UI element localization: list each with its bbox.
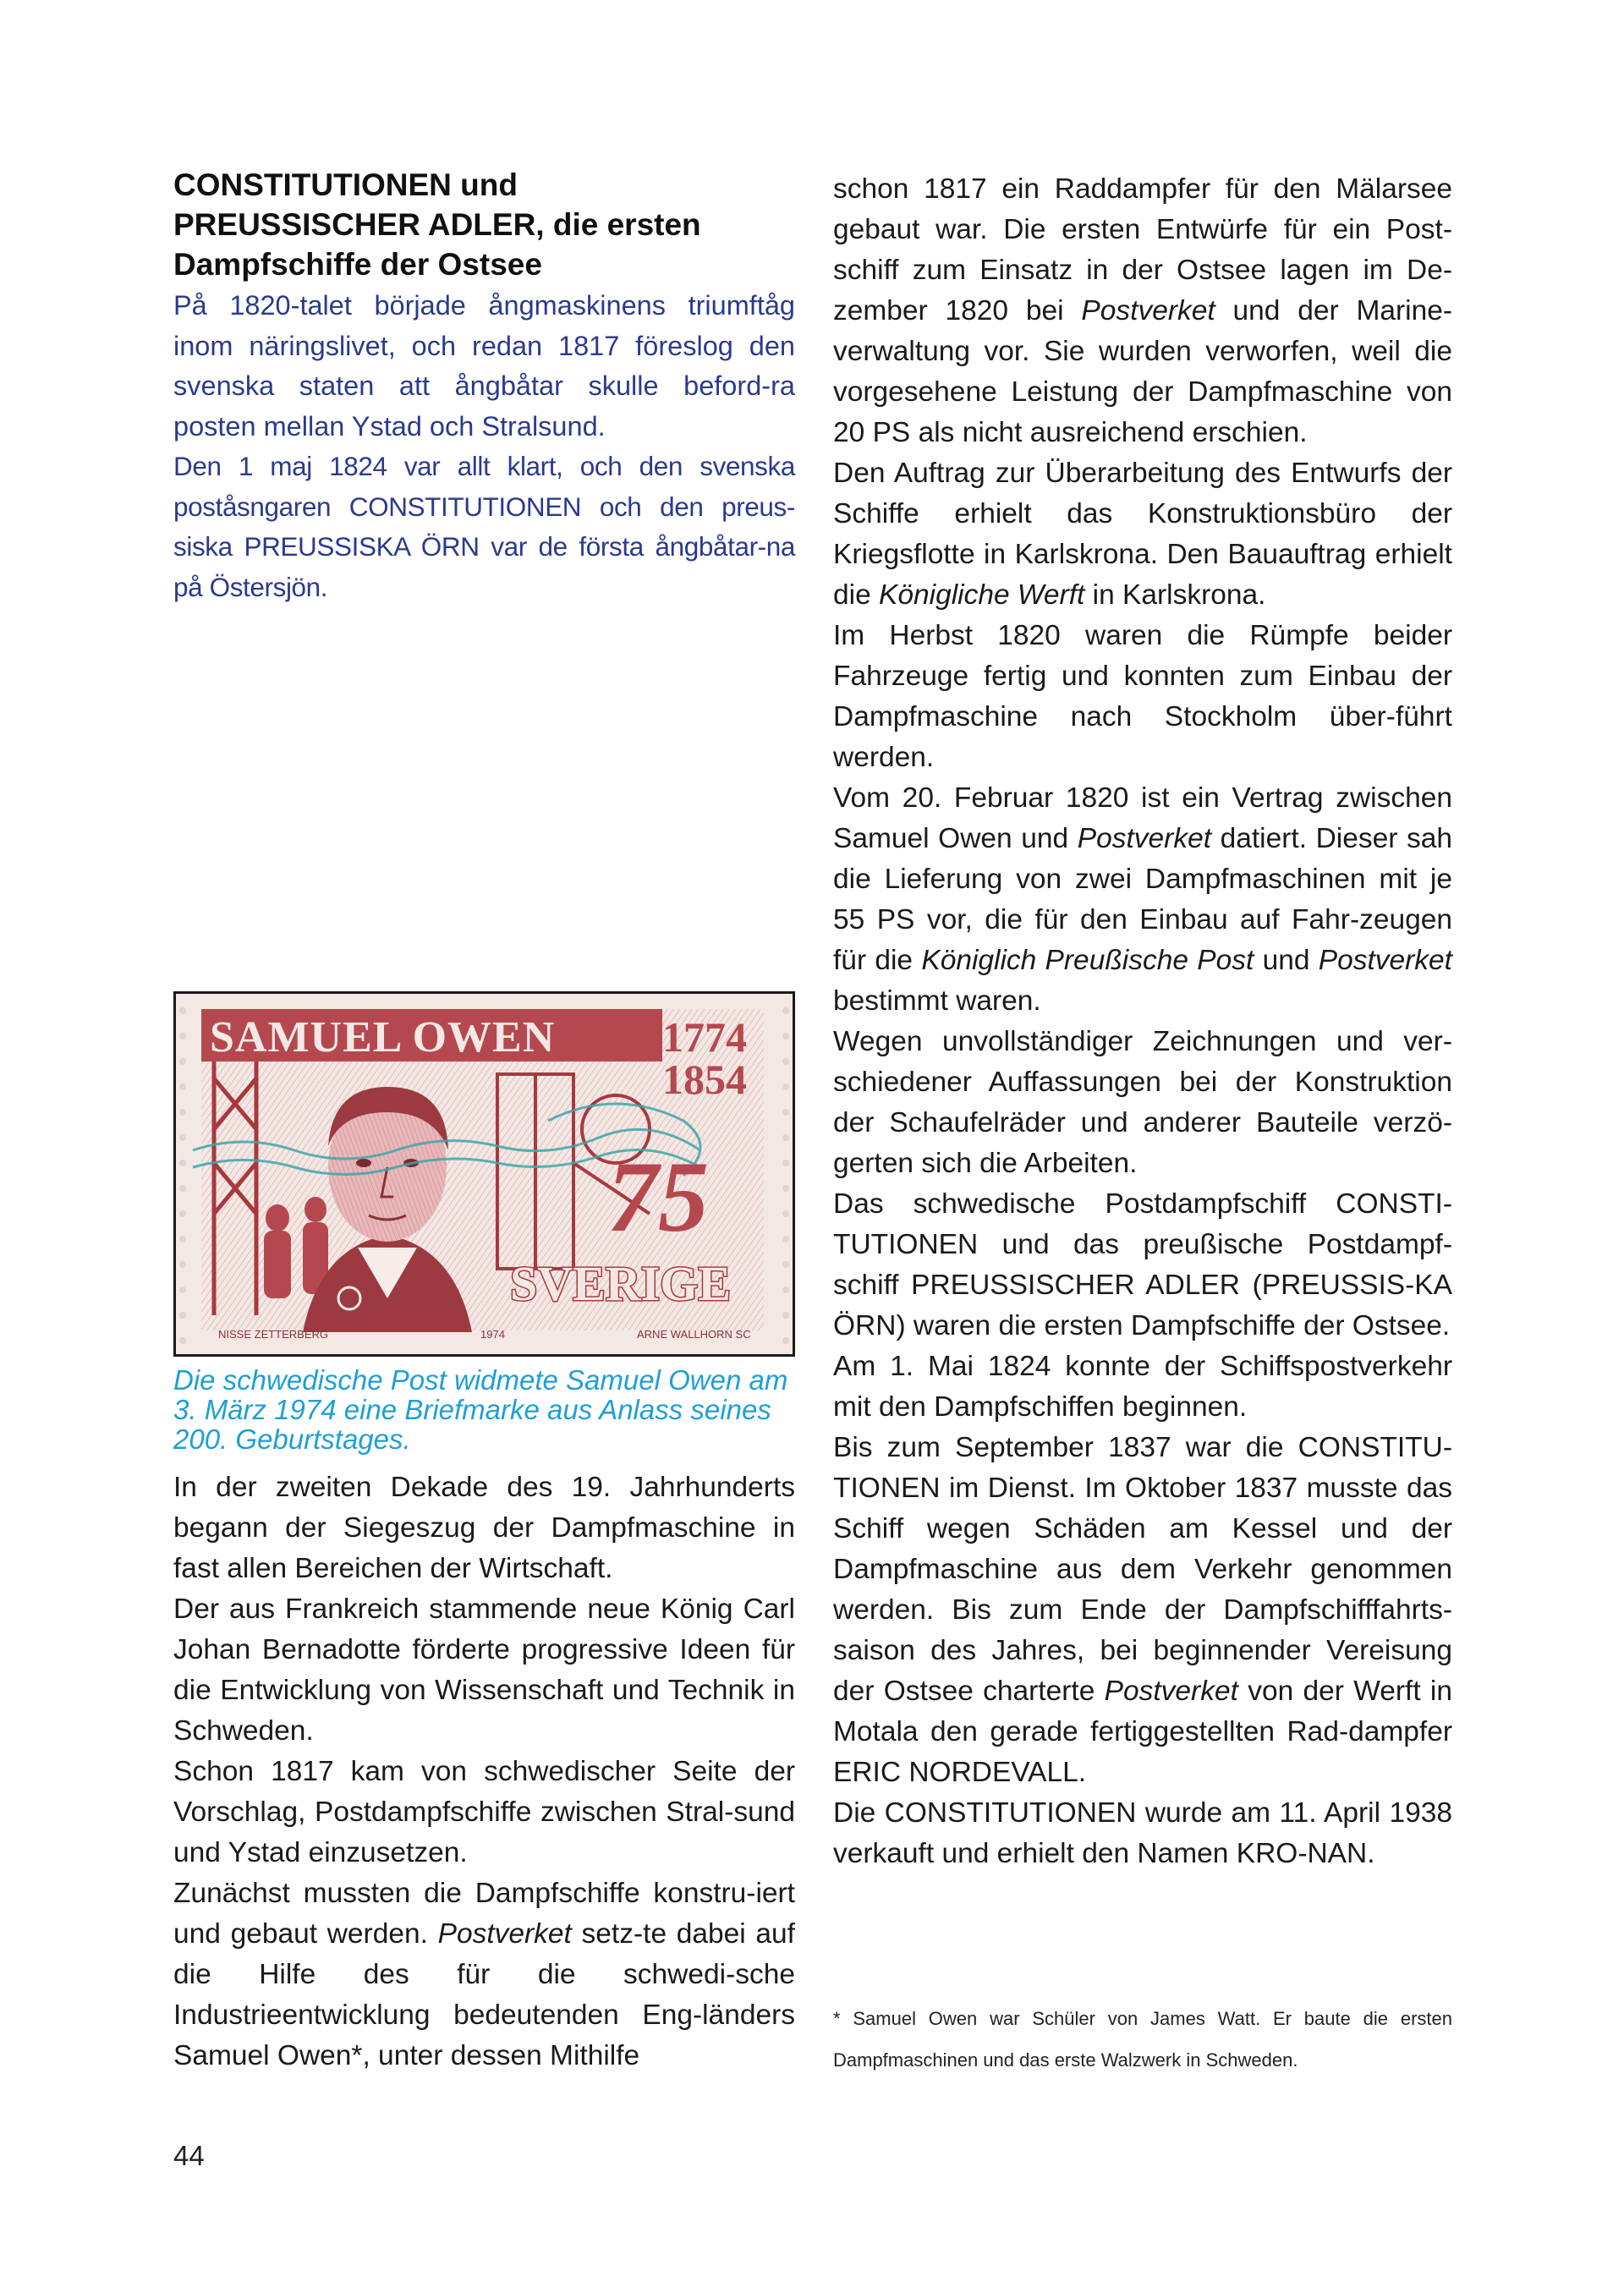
stamp-illustration bbox=[176, 994, 793, 1354]
stamp-image bbox=[173, 991, 795, 1357]
right-p2-text-a: Den Auftrag zur Überarbeitung des Entwurfs der Schiffe erhielt das Konstruktionsbüro der Kriegsflotte in Karlskrona. Den Bauauftrag erhielt die bbox=[833, 458, 1452, 611]
right-paragraph-9: Die CONSTITUTIONEN wurde am 11. April 1938 verkauft und erhielt den Namen KRO-NAN. bbox=[833, 1797, 1452, 1869]
right-body-text bbox=[833, 169, 1452, 1874]
right-p8-emphasis: Postverket bbox=[1104, 1676, 1238, 1707]
right-p4-emphasis-1: Postverket bbox=[1077, 823, 1212, 854]
left-paragraph-1: In der zweiten Dekade des 19. Jahrhunderts begann der Siegeszug der Dampfmaschine in fast allen Bereichen der Wirtschaft. bbox=[173, 1472, 795, 1584]
left-p4-text-a: Zunächst mussten die Dampfschiffe konstru-iert und gebaut werden. bbox=[173, 1878, 795, 1950]
stamp-engraver-mid: 1974 bbox=[480, 1328, 505, 1341]
right-paragraph-1 bbox=[833, 169, 1452, 453]
left-p4-text-b: setz-te dabei auf die Hilfe des für die schwedi-sche Industrieentwicklung bedeutenden Eng-länders Samuel Owen*, unter dessen Mithilfe bbox=[173, 1918, 795, 2071]
left-body-text bbox=[173, 1467, 795, 2076]
left-paragraph-4 bbox=[173, 1873, 795, 2076]
stamp-year-birth: 1774 bbox=[662, 1013, 747, 1061]
right-paragraph-7: Am 1. Mai 1824 konnte der Schiffspostverkehr mit den Dampfschiffen beginnen. bbox=[833, 1351, 1452, 1423]
stamp-value: 75 bbox=[607, 1140, 709, 1253]
right-p1-text-b: und der Marine-verwaltung vor. Sie wurden verworfen, weil die vorgesehene Leistung der Dampfmaschine von 20 PS als nicht ausreichend erschien. bbox=[833, 295, 1452, 448]
stamp-caption-block bbox=[173, 1365, 799, 1454]
title-line-2: PREUSSISCHER ADLER, die ersten bbox=[173, 207, 701, 242]
stamp-caption: Die schwedische Post widmete Samuel Owen am 3. März 1974 eine Briefmarke aus Anlass seines 200. Geburtstages. bbox=[173, 1364, 788, 1455]
right-p4-text-d: bestimmt waren. bbox=[833, 985, 1041, 1017]
title-line-1: CONSTITUTIONEN und bbox=[173, 167, 518, 202]
right-paragraph-5: Wegen unvollständiger Zeichnungen und ver-schiedener Auffassungen bei der Konstruktion der Schaufelräder und anderer Bauteile verzö-gerten sich die Arbeiten. bbox=[833, 1026, 1452, 1179]
footnote: * Samuel Owen war Schüler von James Watt. Er baute die ersten Dampfmaschinen und das erste Walzwerk in Schweden. bbox=[833, 2008, 1452, 2071]
stamp-year-death: 1854 bbox=[662, 1056, 747, 1103]
right-p4-text-b: datiert. Dieser sah die Lieferung von zwei Dampfmaschinen mit je 55 PS vor, die für den Einbau auf Fahr-zeugen für die bbox=[833, 823, 1452, 976]
left-paragraph-3: Schon 1817 kam von schwedischer Seite der Vorschlag, Postdampfschiffe zwischen Stral-sund und Ystad einzusetzen. bbox=[173, 1756, 795, 1868]
right-p2-text-b: in Karlskrona. bbox=[1084, 579, 1266, 611]
swedish-paragraph-1: På 1820-talet började ångmaskinens triumftåg inom näringslivet, och redan 1817 föreslog den svenska staten att ångbåtar skulle beford-ra posten mellan Ystad och Stralsund. bbox=[173, 290, 795, 442]
left-paragraph-2: Der aus Frankreich stammende neue König Carl Johan Bernadotte förderte progressive Ideen für die Entwicklung von Wissenschaft und Technik in Schweden. bbox=[173, 1594, 795, 1747]
right-paragraph-8 bbox=[833, 1428, 1452, 1793]
page-number: 44 bbox=[173, 2140, 205, 2171]
right-paragraph-2 bbox=[833, 453, 1452, 616]
stamp-country: SVERIGE bbox=[510, 1256, 732, 1311]
article-title bbox=[173, 165, 795, 284]
title-line-3: Dampfschiffe der Ostsee bbox=[173, 247, 542, 282]
right-paragraph-4 bbox=[833, 778, 1452, 1022]
left-p4-emphasis: Postverket bbox=[437, 1918, 572, 1950]
right-p4-text-a: Vom 20. Februar 1820 ist ein Vertrag zwischen Samuel Owen und bbox=[833, 782, 1452, 854]
right-p2-emphasis: Königliche Werft bbox=[879, 579, 1085, 611]
right-p4-emphasis-3: Postverket bbox=[1318, 945, 1452, 976]
right-p4-emphasis-2: Königlich Preußische Post bbox=[921, 945, 1254, 976]
right-p1-emphasis: Postverket bbox=[1081, 295, 1215, 326]
stamp-engraver-right: ARNE WALLHORN SC bbox=[637, 1328, 751, 1341]
right-paragraph-3: Im Herbst 1820 waren die Rümpfe beider Fahrzeuge fertig und konnten zum Einbau der Dampfmaschine nach Stockholm über-führt werden. bbox=[833, 620, 1452, 773]
right-p8-text-a: Bis zum September 1837 war die CONSTITU-TIONEN im Dienst. Im Oktober 1837 musste das Schiff wegen Schäden am Kessel und der Dampfmaschine aus dem Verkehr genommen werden. Bis zum Ende der Dampfschifffahrts-saison des Jahres, bei beginnender Vereisung der Ostsee charterte bbox=[833, 1432, 1452, 1707]
right-p4-text-c: und bbox=[1254, 945, 1319, 976]
stamp-name: SAMUEL OWEN bbox=[210, 1013, 556, 1061]
stamp-engraver-left: NISSE ZETTERBERG bbox=[218, 1328, 329, 1341]
right-paragraph-6: Das schwedische Postdampfschiff CONSTI-TUTIONEN und das preußische Postdampf-schiff PREUSSISCHER ADLER (PREUSSIS-KA ÖRN) waren die ersten Dampfschiffe der Ostsee. bbox=[833, 1188, 1452, 1341]
swedish-summary bbox=[173, 286, 795, 607]
left-column-top bbox=[173, 165, 795, 607]
right-p1-text-a: schon 1817 ein Raddampfer für den Mälarsee gebaut war. Die ersten Entwürfe für ein Post-schiff zum Einsatz in der Ostsee lagen im De-zember 1820 bei bbox=[833, 173, 1452, 326]
swedish-paragraph-2: Den 1 maj 1824 var allt klart, och den svenska poståsngaren CONSTITUTIONEN och den preus-siska PREUSSISKA ÖRN var de första ångbåtar-na på Östersjön. bbox=[173, 451, 795, 602]
right-p8-text-b: von der Werft in Motala den gerade fertiggestellten Rad-dampfer ERIC NORDEVALL. bbox=[833, 1676, 1453, 1788]
